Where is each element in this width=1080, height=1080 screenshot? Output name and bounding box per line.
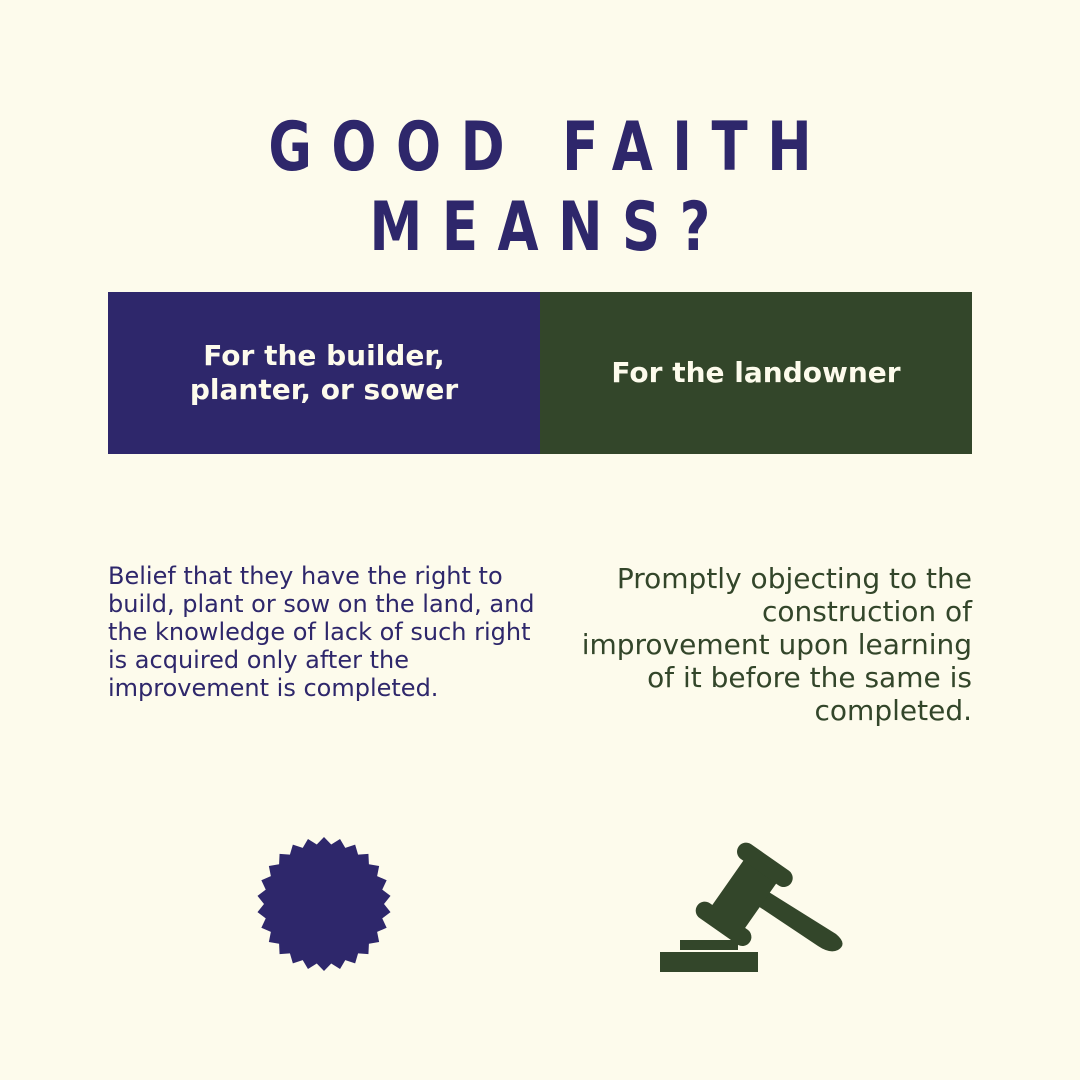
landowner-header-label: For the landowner (611, 356, 901, 389)
gavel-icon (658, 834, 848, 974)
seal-icon (256, 836, 392, 972)
builder-header (108, 292, 540, 454)
landowner-description: Promptly objecting to the construction of improvement upon learning of it before the same is completed. (581, 562, 972, 727)
builder-description: Belief that they have the right to build, plant or sow on the land, and the knowledge of lack of such right is acquired only after the improvement is completed. (108, 562, 535, 702)
page-title: GOOD FAITH MEANS? (268, 108, 832, 267)
builder-header-label: For the builder, planter, or sower (189, 339, 459, 406)
landowner-header (540, 292, 972, 454)
